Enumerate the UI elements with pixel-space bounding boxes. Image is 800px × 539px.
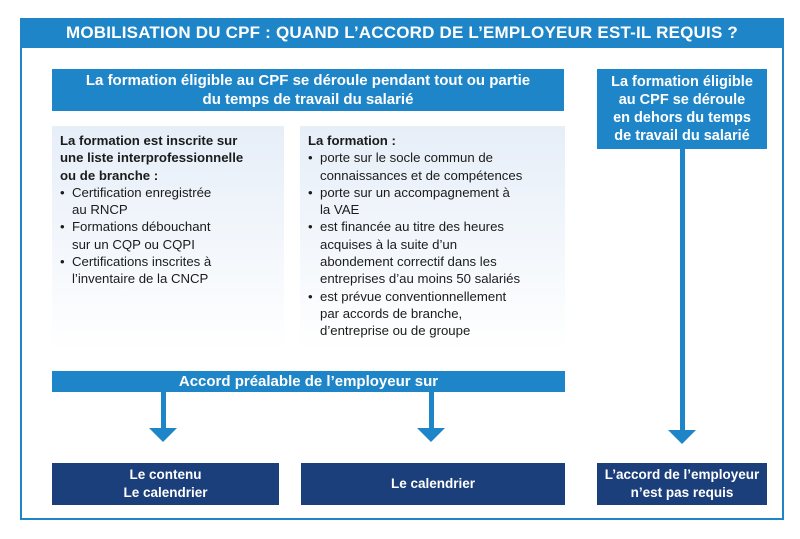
item-line: Formations débouchant	[72, 219, 211, 235]
outcome-1-line2: Le calendrier	[123, 485, 208, 500]
item-line: connaissances et de compétences	[320, 167, 523, 183]
panel-formation-heading: La formation :	[308, 133, 396, 148]
item-line: est prévue conventionnellement	[320, 288, 507, 304]
list-item	[60, 218, 276, 253]
right-header-line4: de travail du salarié	[614, 128, 750, 144]
left-header-line1: La formation éligible au CPF se déroule pendant tout ou partie	[85, 72, 531, 89]
arrow-left-head	[149, 428, 177, 442]
panel-liste-heading-2: une liste interprofessionnelle	[60, 150, 244, 166]
outcome-accord-non-requis	[597, 463, 767, 505]
left-header-line2: du temps de travail du salarié	[202, 91, 414, 108]
outcome-2-line1: Le calendrier	[390, 476, 476, 491]
arrow-left-shaft	[161, 392, 166, 428]
arrow-right-head	[668, 430, 696, 444]
outcome-1-line1: Le contenu	[129, 467, 202, 482]
item-line: Certifications inscrites à	[72, 254, 212, 270]
item-line: la VAE	[320, 202, 360, 218]
left-header-box	[52, 69, 564, 111]
outcome-3-line1: L’accord de l’employeur	[604, 467, 760, 482]
panel-formation-items	[308, 149, 557, 339]
panel-liste-items	[60, 184, 276, 288]
panel-formation	[300, 126, 565, 352]
accord-bar: Accord préalable de l’employeur sur	[52, 371, 565, 392]
item-line: porte sur le socle commun de	[320, 150, 493, 166]
item-line: abondement correctif dans les	[320, 254, 497, 270]
item-line: d’entreprise ou de groupe	[320, 323, 471, 339]
arrow-middle-shaft	[429, 392, 434, 428]
outcome-contenu-calendrier	[52, 463, 279, 505]
list-item	[308, 288, 557, 340]
right-header-line3: en dehors du temps	[613, 110, 751, 126]
item-line: l’inventaire de la CNCP	[72, 271, 209, 287]
item-line: est financée au titre des heures	[320, 219, 505, 235]
outcome-calendrier	[301, 463, 565, 505]
item-line: acquises à la suite d’un	[320, 236, 458, 252]
item-line: sur un CQP ou CQPI	[72, 236, 195, 252]
item-line: Certification enregistrée	[72, 184, 212, 200]
item-line: au RNCP	[72, 202, 128, 218]
list-item	[60, 253, 276, 288]
item-line: porte sur un accompagnement à	[320, 184, 510, 200]
panel-liste-heading-1: La formation est inscrite sur	[60, 133, 238, 148]
panel-liste	[52, 126, 284, 352]
right-header-line1: La formation éligible	[611, 74, 753, 90]
list-item	[308, 218, 557, 287]
list-item	[308, 184, 557, 219]
panel-liste-heading-3: ou de branche :	[60, 167, 159, 183]
list-item	[308, 149, 557, 184]
arrow-middle-head	[417, 428, 445, 442]
right-header-box	[597, 69, 767, 149]
list-item	[60, 184, 276, 219]
item-line: entreprises d’au moins 50 salariés	[320, 271, 521, 287]
outcome-3-line2: n’est pas requis	[630, 485, 734, 500]
arrow-right-shaft	[680, 149, 685, 431]
right-header-line2: au CPF se déroule	[618, 92, 746, 108]
item-line: par accords de branche,	[320, 305, 463, 321]
diagram-title: MOBILISATION DU CPF : QUAND L’ACCORD DE L’EMPLOYEUR EST-IL REQUIS ?	[20, 18, 784, 48]
